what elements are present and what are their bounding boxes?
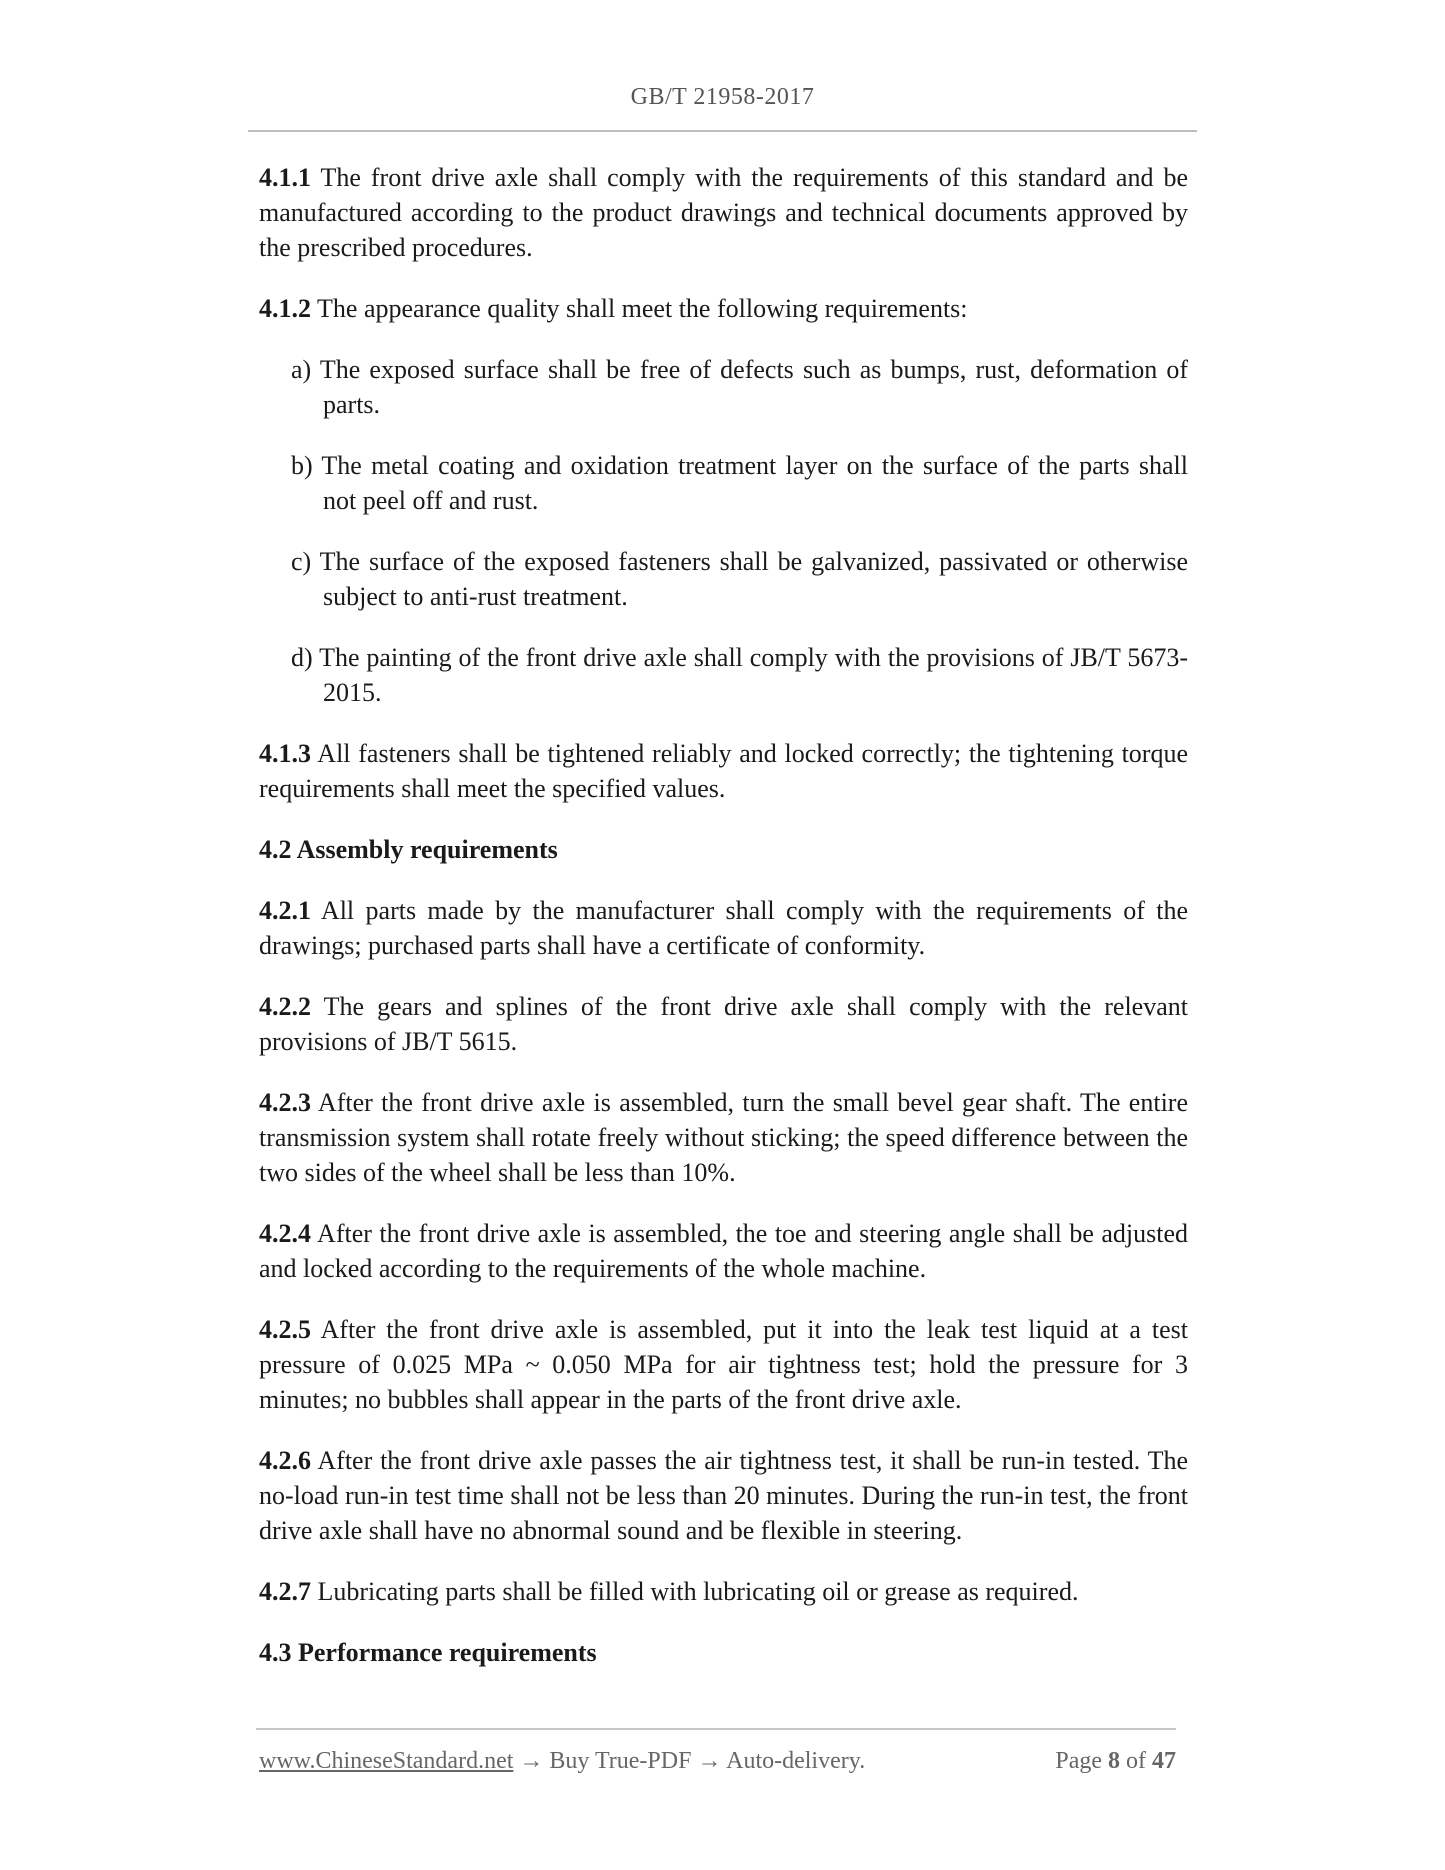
footer-divider (256, 1728, 1176, 1730)
section-heading-4-2: 4.2 Assembly requirements (259, 835, 558, 864)
list-item-a: a) The exposed surface shall be free of defects such as bumps, rust, deformation of parts. (291, 355, 1188, 419)
clause-text: The gears and splines of the front drive axle shall comply with the relevant provisions of JB/T 5615. (259, 992, 1188, 1056)
clause-number: 4.1.3 (259, 739, 311, 768)
footer-tagline: → Buy True-PDF → Auto-delivery. (513, 1748, 866, 1774)
clause-4-2-2 (259, 989, 1188, 1059)
website-link[interactable]: www.ChineseStandard.net (259, 1748, 514, 1774)
clause-number: 4.2.4 (259, 1219, 311, 1248)
clause-number: 4.2.6 (259, 1446, 311, 1475)
list-item-c: c) The surface of the exposed fasteners shall be galvanized, passivated or otherwise subject to anti-rust treatment. (291, 547, 1188, 611)
of-label: of (1120, 1748, 1152, 1774)
clause-text: The appearance quality shall meet the following requirements: (311, 294, 968, 323)
clause-number: 4.2.1 (259, 896, 311, 925)
header-divider (248, 130, 1197, 132)
clause-text: The front drive axle shall comply with the requirements of this standard and be manufactured according to the product drawings and technical documents approved by the prescribed procedures. (259, 163, 1188, 262)
footer-promo (259, 1748, 865, 1775)
clause-number: 4.1.2 (259, 294, 311, 323)
total-pages-number: 47 (1152, 1748, 1176, 1774)
clause-4-1-3 (259, 736, 1188, 806)
page-label: Page (1055, 1748, 1108, 1774)
clause-number: 4.2.3 (259, 1088, 311, 1117)
clause-4-2-5 (259, 1312, 1188, 1417)
clause-text: All parts made by the manufacturer shall comply with the requirements of the drawings; purchased parts shall have a certificate of conformity. (259, 896, 1188, 960)
section-heading-4-3: 4.3 Performance requirements (259, 1638, 597, 1667)
clause-text: All fasteners shall be tightened reliably and locked correctly; the tightening torque requirements shall meet the specified values. (259, 739, 1188, 803)
clause-4-1-1 (259, 160, 1188, 265)
clause-text: After the front drive axle is assembled, the toe and steering angle shall be adjusted and locked according to the requirements of the whole machine. (259, 1219, 1188, 1283)
list-item-b: b) The metal coating and oxidation treatment layer on the surface of the parts shall not peel off and rust. (291, 451, 1188, 515)
clause-4-2-6 (259, 1443, 1188, 1548)
clause-number: 4.1.1 (259, 163, 311, 192)
page-indicator (1055, 1748, 1176, 1775)
clause-4-2-7 (259, 1574, 1188, 1609)
clause-number: 4.2.7 (259, 1577, 311, 1606)
list-item-d: d) The painting of the front drive axle shall comply with the provisions of JB/T 5673-2015. (291, 643, 1188, 707)
document-body (259, 160, 1188, 1696)
clause-text: After the front drive axle is assembled, put it into the leak test liquid at a test pressure of 0.025 MPa ~ 0.050 MPa for air tightness test; hold the pressure for 3 minutes; no bubbles shall appear in the parts of the front drive axle. (259, 1315, 1188, 1414)
clause-number: 4.2.5 (259, 1315, 311, 1344)
clause-4-2-3 (259, 1085, 1188, 1190)
clause-4-1-2 (259, 291, 1188, 326)
page-header: GB/T 21958-2017 (630, 84, 815, 110)
clause-4-2-4 (259, 1216, 1188, 1286)
clause-4-2-1 (259, 893, 1188, 963)
clause-text: After the front drive axle passes the air tightness test, it shall be run-in tested. The no-load run-in test time shall not be less than 20 minutes. During the run-in test, the front drive axle shall have no abnormal sound and be flexible in steering. (259, 1446, 1188, 1545)
clause-text: Lubricating parts shall be filled with lubricating oil or grease as required. (311, 1577, 1079, 1606)
clause-text: After the front drive axle is assembled, turn the small bevel gear shaft. The entire transmission system shall rotate freely without sticking; the speed difference between the two sides of the wheel shall be less than 10%. (259, 1088, 1188, 1187)
current-page-number: 8 (1108, 1748, 1120, 1774)
clause-number: 4.2.2 (259, 992, 311, 1021)
